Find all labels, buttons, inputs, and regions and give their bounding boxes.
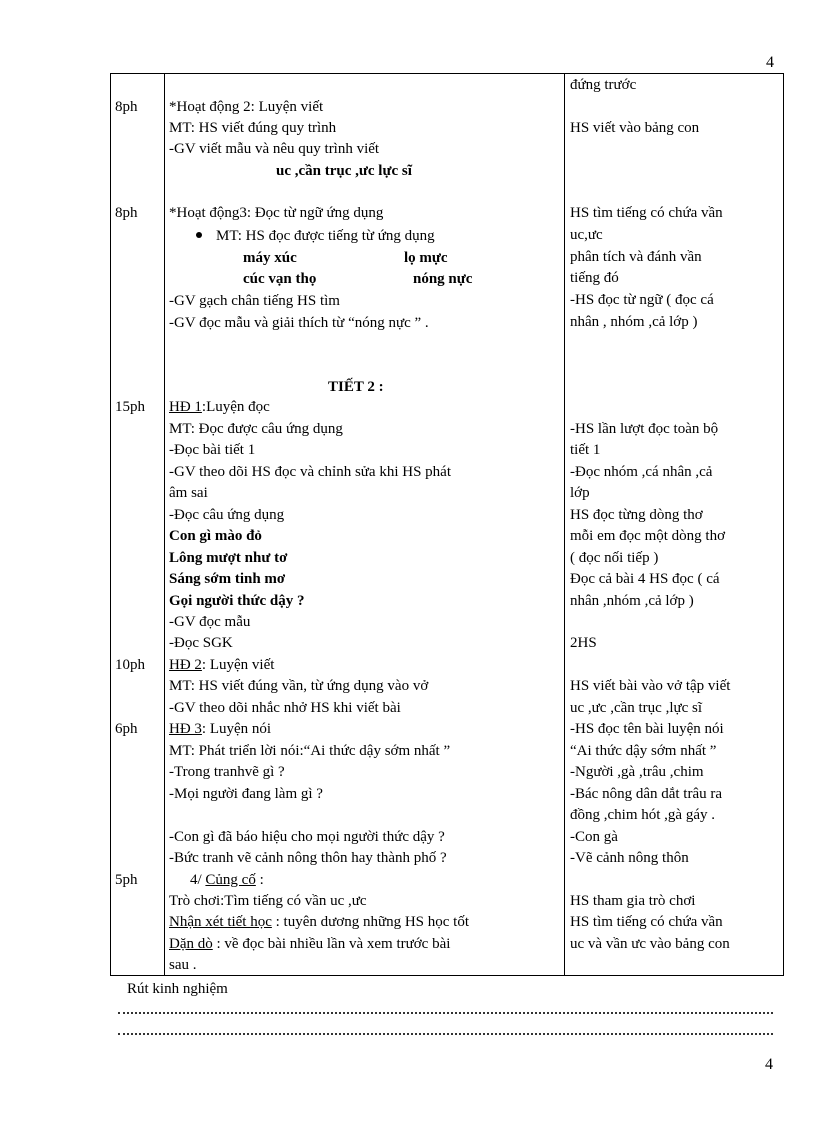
teacher-action: -GV viết mẫu và nêu quy trình viết bbox=[169, 141, 380, 157]
student-activity: -HS đọc tên bài luyện nói bbox=[570, 721, 724, 737]
activity-title: *Hoạt động 2: Luyện viết bbox=[169, 99, 324, 115]
question-text: -Con gì đã báo hiệu cho mọi người thức dậy ? bbox=[169, 829, 445, 845]
student-activity: đứng trước bbox=[570, 77, 637, 93]
teacher-action: -GV đọc mẫu và giải thích từ “nóng nực ” . bbox=[169, 315, 429, 331]
activity-title bbox=[169, 719, 271, 740]
activity-name: : Luyện nói bbox=[201, 721, 272, 737]
student-activity: -Đọc nhóm ,cá nhân ,cả bbox=[570, 464, 713, 480]
student-activity: HS tìm tiếng có chứa vần bbox=[570, 205, 723, 221]
student-activity: 2HS bbox=[570, 635, 597, 651]
question-text: -Mọi người đang làm gì ? bbox=[169, 786, 323, 802]
review-content: : tuyên dương những HS học tốt bbox=[271, 914, 469, 930]
activity-name: : Luyện viết bbox=[201, 657, 275, 673]
question-text: -Bức tranh vẽ cảnh nông thôn hay thành phố ? bbox=[169, 850, 447, 866]
question-text: -Trong tranhvẽ gì ? bbox=[169, 764, 285, 780]
poem-line: Con gì mào đỏ bbox=[169, 528, 262, 544]
vocab-word: máy xúc bbox=[243, 250, 297, 266]
teacher-action: -Đọc câu ứng dụng bbox=[169, 507, 285, 523]
student-activity: -HS đọc từ ngữ ( đọc cá bbox=[570, 292, 714, 308]
poem-line: Sáng sớm tinh mơ bbox=[169, 571, 286, 587]
student-activity: uc ,ưc ,cần trục ,lực sĩ bbox=[570, 700, 703, 716]
dotted-line bbox=[118, 1012, 773, 1016]
homework-text bbox=[169, 934, 450, 955]
student-activity: HS viết vào bảng con bbox=[570, 120, 700, 136]
activity-label: HĐ 3 bbox=[169, 721, 202, 737]
student-activity: uc và vần ưc vào bảng con bbox=[570, 936, 730, 952]
poem-line: Gọi người thức dậy ? bbox=[169, 593, 305, 609]
vocab-word: cúc vạn thọ bbox=[243, 271, 317, 287]
activity-title bbox=[169, 397, 270, 418]
activity-label: HĐ 2 bbox=[169, 657, 202, 673]
student-activity: -Bác nông dân dắt trâu ra bbox=[570, 786, 723, 802]
student-activity: phân tích và đánh vần bbox=[570, 249, 702, 265]
page-number-bottom: 4 bbox=[765, 1056, 773, 1073]
time-label: 8ph bbox=[115, 99, 138, 115]
student-activity: ( đọc nối tiếp ) bbox=[570, 550, 659, 566]
student-activity: uc,ưc bbox=[570, 227, 603, 243]
student-activity: tiếng đó bbox=[570, 270, 619, 286]
student-activity: -Con gà bbox=[570, 829, 618, 845]
objective-label: MT: HS đọc được tiếng từ ứng dụng bbox=[216, 228, 435, 244]
vocab-word: lọ mực bbox=[404, 250, 448, 266]
teacher-action: âm sai bbox=[169, 485, 208, 501]
homework-content: : về đọc bài nhiều lần và xem trước bài bbox=[212, 936, 451, 952]
activity-label: HĐ 1 bbox=[169, 399, 202, 415]
homework-text: sau . bbox=[169, 957, 197, 973]
teacher-action: -Đọc bài tiết 1 bbox=[169, 442, 256, 458]
consolidation-number: 4/ bbox=[190, 872, 206, 888]
teacher-action: -GV gạch chân tiếng HS tìm bbox=[169, 293, 340, 309]
homework-label: Dặn dò bbox=[169, 936, 213, 952]
time-label: 6ph bbox=[115, 721, 138, 737]
section-heading: TIẾT 2 : bbox=[328, 379, 384, 395]
student-activity: “Ai thức dậy sớm nhất ” bbox=[570, 743, 717, 759]
teacher-action: -GV đọc mẫu bbox=[169, 614, 251, 630]
student-activity: HS đọc từng dòng thơ bbox=[570, 507, 703, 523]
consolidation-label: Củng cố bbox=[205, 872, 256, 888]
dotted-line bbox=[118, 1033, 773, 1037]
vocab-word: nóng nực bbox=[413, 271, 473, 287]
review-label: Nhận xét tiết học bbox=[169, 914, 272, 930]
student-activity: nhân , nhóm ,cả lớp ) bbox=[570, 314, 698, 330]
page-number-top: 4 bbox=[766, 54, 774, 71]
objective-text: MT: HS viết đúng vần, từ ứng dụng vào vở bbox=[169, 678, 429, 694]
poem-line: Lông mượt như tơ bbox=[169, 550, 288, 566]
teacher-action: -Đọc SGK bbox=[169, 635, 233, 651]
objective-text bbox=[196, 226, 435, 247]
student-activity: HS viết bài vào vở tập viết bbox=[570, 678, 731, 694]
student-activity: -Vẽ cảnh nông thôn bbox=[570, 850, 689, 866]
student-activity: -Người ,gà ,trâu ,chim bbox=[570, 764, 704, 780]
column-divider-student bbox=[564, 73, 565, 976]
student-activity: tiết 1 bbox=[570, 442, 601, 458]
objective-text: MT: Phát triển lời nói:“Ai thức dậy sớm nhất ” bbox=[169, 743, 451, 759]
activity-name: :Luyện đọc bbox=[201, 399, 270, 415]
activity-title bbox=[169, 655, 274, 676]
writing-words: uc ,cần trục ,ưc lực sĩ bbox=[276, 163, 412, 179]
student-activity: mỗi em đọc một dòng thơ bbox=[570, 528, 726, 544]
bullet-icon bbox=[196, 232, 202, 238]
student-activity: HS tìm tiếng có chứa vần bbox=[570, 914, 723, 930]
student-activity: đồng ,chim hót ,gà gáy . bbox=[570, 807, 715, 823]
consolidation-suffix: : bbox=[255, 872, 264, 888]
time-label: 8ph bbox=[115, 205, 138, 221]
student-activity: HS tham gia trò chơi bbox=[570, 893, 696, 909]
teacher-action: -GV theo dõi nhắc nhở HS khi viết bài bbox=[169, 700, 401, 716]
student-activity: -HS lần lượt đọc toàn bộ bbox=[570, 421, 719, 437]
review-text bbox=[169, 912, 469, 933]
column-divider-time bbox=[164, 73, 165, 976]
game-text: Trò chơi:Tìm tiếng có vần uc ,ưc bbox=[169, 893, 367, 909]
time-label: 10ph bbox=[115, 657, 145, 673]
time-label: 15ph bbox=[115, 399, 145, 415]
student-activity: lớp bbox=[570, 485, 590, 501]
student-activity: Đọc cả bài 4 HS đọc ( cá bbox=[570, 571, 720, 587]
student-activity: nhân ,nhóm ,cả lớp ) bbox=[570, 593, 694, 609]
teacher-action: -GV theo dõi HS đọc và chỉnh sửa khi HS phát bbox=[169, 464, 451, 480]
activity-title: *Hoạt động3: Đọc từ ngữ ứng dụng bbox=[169, 205, 384, 221]
objective-text: MT: HS viết đúng quy trình bbox=[169, 120, 337, 136]
objective-text: MT: Đọc được câu ứng dụng bbox=[169, 421, 343, 437]
lessons-learned-label: Rút kinh nghiệm bbox=[127, 981, 228, 997]
activity-title bbox=[190, 870, 264, 891]
time-label: 5ph bbox=[115, 872, 138, 888]
